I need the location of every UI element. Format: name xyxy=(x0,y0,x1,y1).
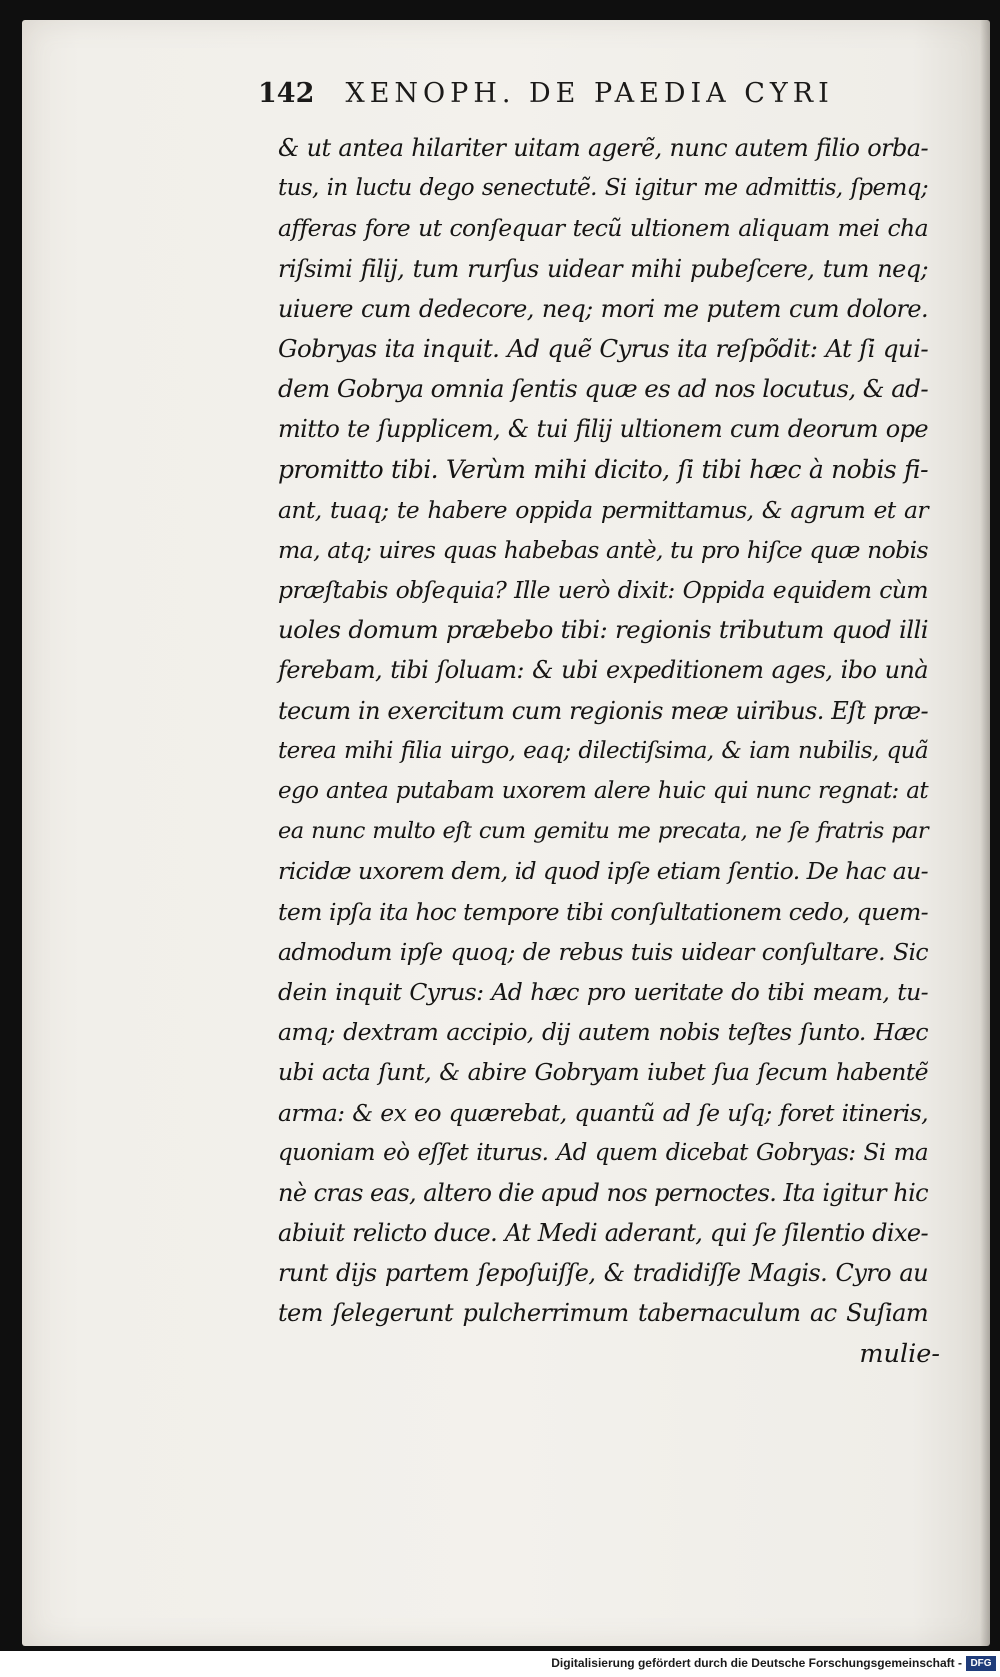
text-line: afferas fore ut conſequar tecũ ultionem aliquam mei cha xyxy=(278,214,928,243)
text-line: tem ſelegerunt pulcherrimum tabernaculum ac Suſiam xyxy=(278,1299,928,1328)
text-line: tus, in luctu dego senectutẽ. Si igitur me admittis, ſpemq; xyxy=(278,175,928,202)
text-line: arma: & ex eo quærebat, quantũ ad ſe uſq; foret itineris, xyxy=(278,1098,928,1127)
text-line: ma, atq; uires quas habebas antè, tu pro hiſce quæ nobis xyxy=(278,535,928,564)
text-line: nè cras eas, altero die apud nos pernoctes. Ita igitur hic xyxy=(278,1178,928,1207)
text-line: uoles domum præbebo tibi: regionis tributum quod illi xyxy=(278,615,928,645)
text-line: dem Gobrya omnia ſentis quæ es ad nos locutus, & ad- xyxy=(278,374,928,404)
dfg-logo-icon: DFG xyxy=(966,1656,996,1671)
text-line: tecum in exercitum cum regionis meæ uiribus. Eſt præ- xyxy=(278,696,928,725)
running-title: XENOPH. DE PAEDIA CYRI xyxy=(345,78,834,109)
body-text xyxy=(278,128,928,1334)
text-line: dein inquit Cyrus: Ad hæc pro ueritate do tibi meam, tu- xyxy=(278,977,928,1006)
text-line: ricidæ uxorem dem, id quod ipſe etiam ſentio. De hac au- xyxy=(278,857,928,886)
text-line: tem ipſa ita hoc tempore tibi conſultationem cedo, quem- xyxy=(278,897,928,926)
running-head xyxy=(258,78,898,118)
text-line: abiuit relicto duce. At Medi aderant, qui ſe ſilentio dixe- xyxy=(278,1219,928,1248)
text-line: Gobryas ita inquit. Ad quẽ Cyrus ita reſpõdit: At ſi qui- xyxy=(278,333,928,363)
text-line: uiuere cum dedecore, neq; mori me putem cum dolore. xyxy=(278,294,928,323)
text-line: ferebam, tibi ſoluam: & ubi expeditionem ages, ibo unà xyxy=(278,656,928,685)
text-line: amq; dextram accipio, dij autem nobis teſtes ſunto. Hæc xyxy=(278,1018,928,1047)
text-line: admodum ipſe quoq; de rebus tuis uidear conſultare. Sic xyxy=(278,937,928,966)
text-line: promitto tibi. Verùm mihi dicito, ſi tibi hæc à nobis fi- xyxy=(278,454,928,484)
text-line: terea mihi filia uirgo, eaq; dilectiſsima, & iam nubilis, quã xyxy=(278,737,928,764)
page-number: 142 xyxy=(258,78,315,109)
text-line: mitto te ſupplicem, & tui filij ultionem cum deorum ope xyxy=(278,415,928,444)
text-line: & ut antea hilariter uitam agerẽ, nunc autem filio orba- xyxy=(278,134,928,162)
text-line: runt dijs partem ſepoſuiſſe, & tradidiſſe Magis. Cyro au xyxy=(278,1259,928,1288)
page-edge-shadow xyxy=(980,20,990,1646)
text-line: ubi acta ſunt, & abire Gobryam iubet ſua ſecum habentẽ xyxy=(278,1058,928,1087)
funding-credit: Digitalisierung gefördert durch die Deutsche Forschungsgemeinschaft - xyxy=(551,1656,962,1670)
footer-bar xyxy=(0,1651,1000,1677)
text-line: ego antea putabam uxorem alere huic qui nunc regnat: at xyxy=(278,778,928,804)
text-line: riſsimi filij, tum rurſus uidear mihi pubeſcere, tum neq; xyxy=(278,254,928,283)
text-line: quoniam eò eſſet iturus. Ad quem dicebat Gobryas: Si ma xyxy=(278,1139,928,1166)
catchword: mulie- xyxy=(859,1339,940,1369)
text-line: præſtabis obſequia? Ille uerò dixit: Oppida equidem cùm xyxy=(278,576,928,605)
text-line: ea nunc multo eſt cum gemitu me precata, ne ſe fratris par xyxy=(278,818,928,845)
text-line: ant, tuaq; te habere oppida permittamus, & agrum et ar xyxy=(278,495,928,524)
